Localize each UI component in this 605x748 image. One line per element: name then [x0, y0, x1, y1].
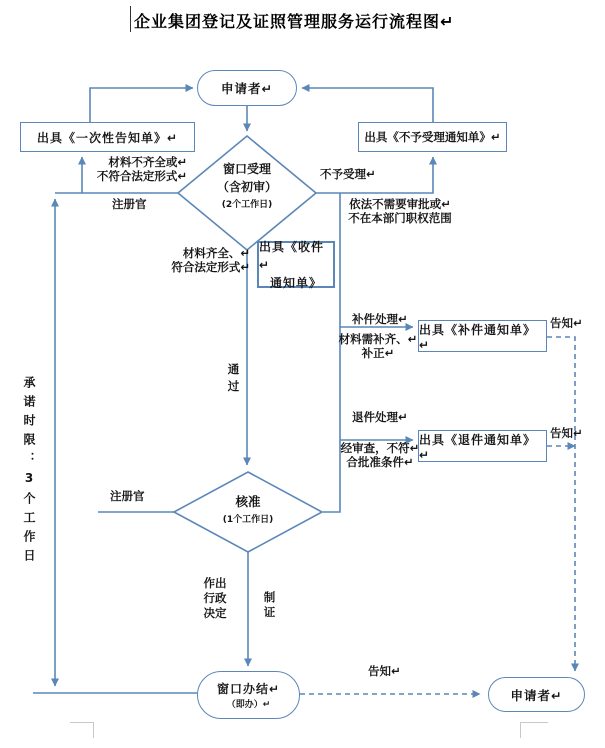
- label-registrar-bottom: 注册官: [110, 489, 145, 503]
- oval-applicant-bottom: [488, 677, 585, 712]
- label-return-processing: 退件处理↵: [352, 410, 408, 424]
- label-supplement-processing: 补件处理↵: [352, 312, 408, 326]
- box-rejection-notice: [358, 122, 507, 152]
- box-receipt-notice: [257, 241, 335, 288]
- label-no-approval-2: 不在本部门职权范围: [348, 211, 452, 225]
- dashed-supplement-notify: [547, 337, 575, 671]
- text-cursor: [130, 6, 131, 32]
- receipt-notice-line1: 出具《收件↵: [259, 239, 325, 272]
- window-acceptance-line2: （含初审）: [216, 180, 277, 194]
- label-materials-incomplete-1: 材料不齐全或↵: [108, 155, 187, 169]
- approval-line2: (1个工作日): [222, 515, 274, 525]
- label-materials-complete-2: 符合法定形式↵: [171, 260, 250, 274]
- rejection-notice-label: 出具《不予受理通知单》↵: [364, 130, 501, 144]
- box-return-notice: [418, 430, 547, 462]
- window-completion-label: 窗口办结↵: [216, 682, 281, 696]
- label-notify-return: 告知↵: [550, 426, 583, 440]
- label-no-approval-needed: [343, 197, 457, 225]
- label-materials-incomplete-2: 不符合法定形式↵: [96, 169, 187, 183]
- page-title: 企业集团登记及证照管理服务运行流程图↵: [134, 12, 455, 31]
- box-supplement-notice: [418, 320, 547, 352]
- applicant-bottom-label: 申请者↵: [510, 687, 563, 703]
- connector-rejection-to-applicant: [302, 88, 433, 122]
- approval-text: [188, 493, 308, 529]
- box-one-time-notice: [20, 122, 195, 152]
- supplement-notice-label: 出具《补件通知单》↵: [419, 322, 537, 352]
- label-registrar-top: 注册官: [112, 197, 147, 211]
- oval-window-completion: [197, 671, 300, 719]
- one-time-notice-label: 出具《一次性告知单》↵: [36, 130, 179, 145]
- label-need-supplement: [336, 332, 420, 360]
- label-need-supplement-1: 材料需补齐、↵: [338, 332, 418, 346]
- label-promise-time: 承诺时限：3个工作日: [22, 376, 36, 568]
- window-completion-sublabel: （即办）↵: [226, 700, 271, 710]
- label-materials-complete-1: 材料齐全、↵: [182, 246, 250, 260]
- label-make-decision: 作出行政决定: [203, 576, 227, 620]
- approval-line1: 核准: [235, 494, 261, 509]
- window-acceptance-line3: (2个工作日): [221, 200, 273, 210]
- oval-applicant-top: [197, 70, 297, 106]
- label-make-certificate: 制证: [263, 590, 276, 619]
- label-need-supplement-2: 补正↵: [361, 346, 395, 360]
- label-review-failed-2: 合批准条件↵: [346, 455, 414, 469]
- label-review-failed-1: 经审查，不符↵: [340, 441, 420, 455]
- return-notice-label: 出具《退件通知单》↵: [419, 432, 537, 462]
- label-pass: 通过: [227, 362, 240, 393]
- applicant-top-label: 申请者↵: [221, 81, 273, 96]
- receipt-notice-line2: 通知单》: [269, 275, 322, 290]
- window-acceptance-line1: 窗口受理: [222, 162, 271, 176]
- label-materials-incomplete: [95, 155, 187, 183]
- window-acceptance-text: [182, 160, 312, 214]
- label-rejection: 不予受理↵: [320, 167, 376, 181]
- label-notify-completion: 告知↵: [368, 664, 401, 678]
- label-notify-supplement: 告知↵: [550, 316, 583, 330]
- label-no-approval-1: 依法不需要审批或↵: [349, 197, 451, 211]
- label-review-failed: [338, 441, 422, 469]
- connector-onetime-to-applicant: [90, 88, 193, 122]
- label-materials-complete: [158, 246, 250, 274]
